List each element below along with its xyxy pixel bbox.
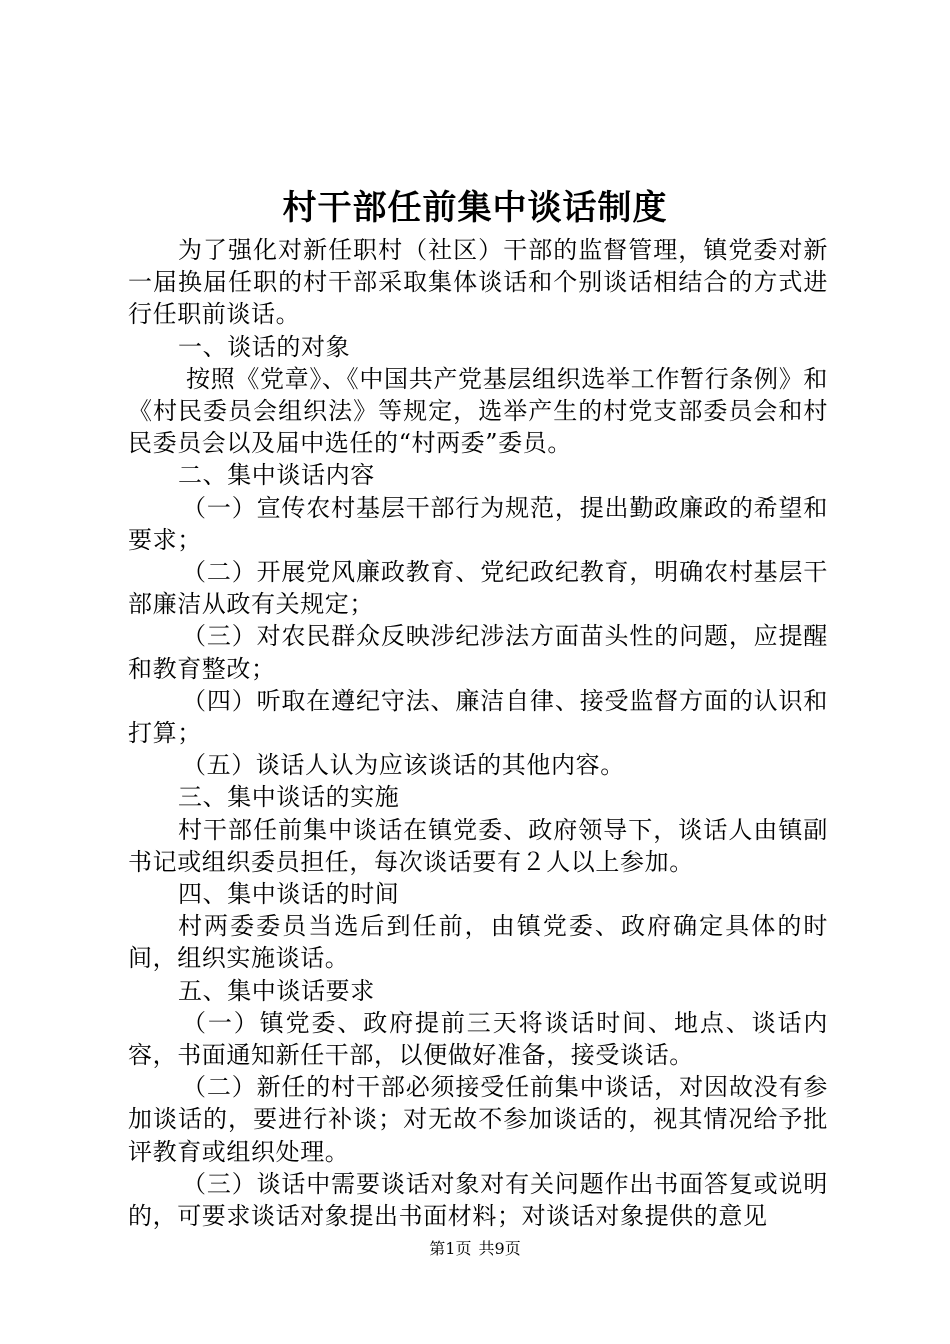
section-5-item-1: （一）镇党委、政府提前三天将谈话时间、地点、谈话内容，书面通知新任干部，以便做好准备，接受谈话。 bbox=[128, 1008, 828, 1070]
section-5-item-3: （三）谈话中需要谈话对象对有关问题作出书面答复或说明的，可要求谈话对象提出书面材料；对谈话对象提供的意见 bbox=[128, 1169, 828, 1231]
section-5-item-2: （二）新任的村干部必须接受任前集中谈话，对因故没有参加谈话的，要进行补谈；对无故不参加谈话的，视其情况给予批评教育或组织处理。 bbox=[128, 1073, 828, 1166]
document-title: 村干部任前集中谈话制度 bbox=[282, 188, 668, 228]
section-4-paragraph: 村两委委员当选后到任前，由镇党委、政府确定具体的时间，组织实施谈话。 bbox=[128, 912, 828, 973]
section-1-paragraph: 按照《党章》、《中国共产党基层组织选举工作暂行条例》和《村民委员会组织法》等规定，选举产生的村党支部委员会和村民委员会以及届中选任的“村两委”委员。 bbox=[128, 364, 828, 458]
section-2-item-3: （三）对农民群众反映涉纪涉法方面苗头性的问题，应提醒和教育整改； bbox=[128, 622, 828, 683]
section-heading-4: 四、集中谈话的时间 bbox=[178, 880, 400, 909]
page-number-footer: 第1页 共9页 bbox=[429, 1239, 521, 1258]
section-2-item-1: （一）宣传农村基层干部行为规范，提出勤政廉政的希望和要求； bbox=[128, 493, 828, 554]
section-heading-3: 三、集中谈话的实施 bbox=[178, 783, 400, 812]
section-2-item-5: （五）谈话人认为应该谈话的其他内容。 bbox=[182, 751, 625, 780]
section-heading-2: 二、集中谈话内容 bbox=[178, 461, 375, 490]
section-3-paragraph: 村干部任前集中谈话在镇党委、政府领导下，谈话人由镇副书记或组织委员担任，每次谈话要有２人以上参加。 bbox=[128, 815, 828, 876]
section-2-item-4: （四）听取在遵纪守法、廉洁自律、接受监督方面的认识和打算； bbox=[128, 686, 828, 748]
document-body bbox=[128, 234, 828, 1232]
section-heading-1: 一、谈话的对象 bbox=[178, 332, 351, 361]
section-heading-5: 五、集中谈话要求 bbox=[178, 976, 375, 1005]
section-2-item-2: （二）开展党风廉政教育、党纪政纪教育，明确农村基层干部廉洁从政有关规定； bbox=[128, 558, 828, 619]
intro-paragraph: 为了强化对新任职村（社区）干部的监督管理，镇党委对新一届换届任职的村干部采取集体谈话和个别谈话相结合的方式进行任职前谈话。 bbox=[128, 236, 828, 329]
